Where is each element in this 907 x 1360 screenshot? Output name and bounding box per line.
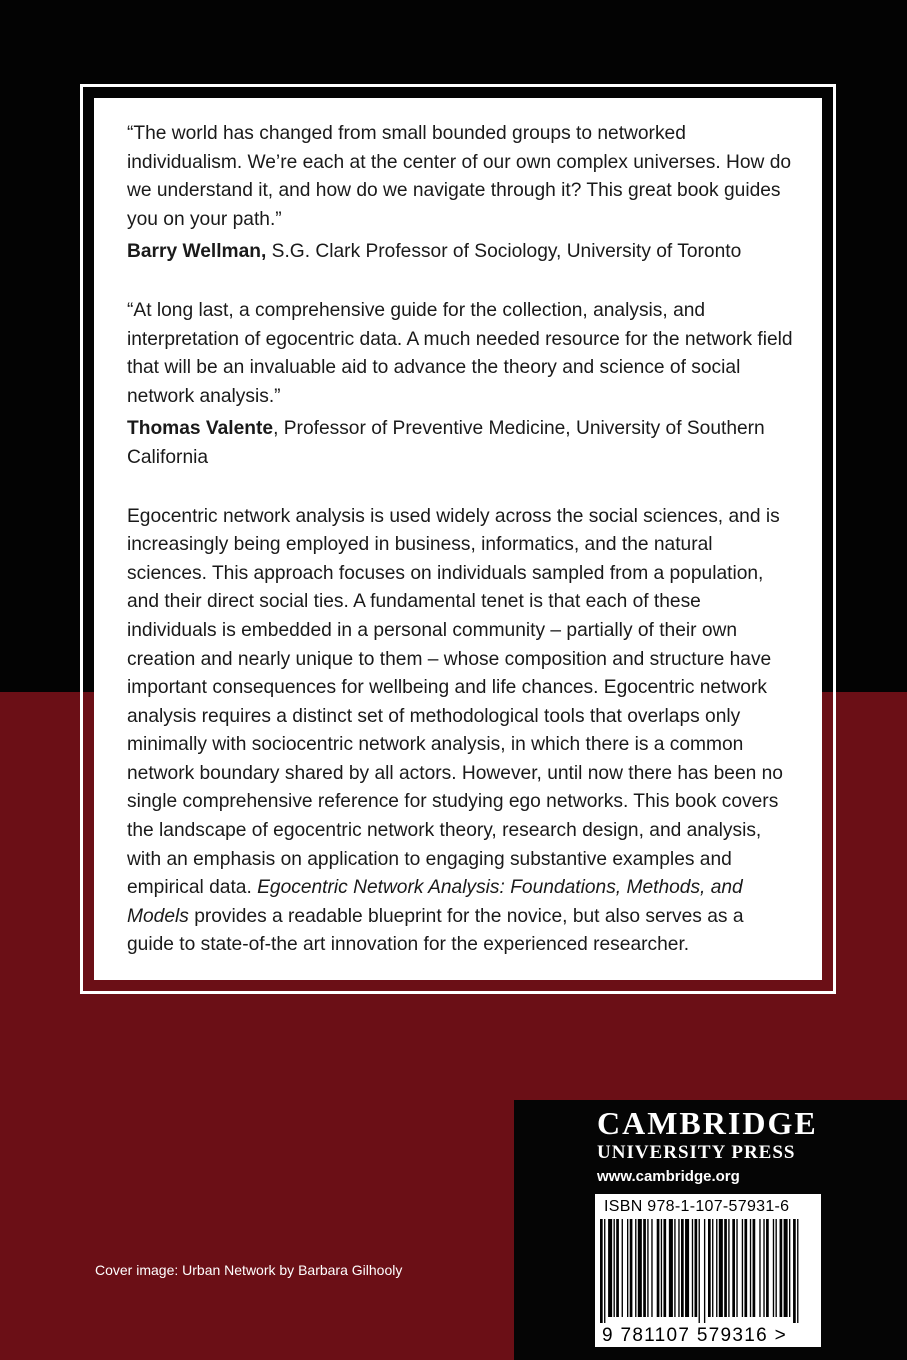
endorsement-quote-2: “At long last, a comprehensive guide for the collection, analysis, and interpretation of egocentric data. A much needed resource for the network field that will be an invaluable aid to advance the theory and science of social network analysis.”	[127, 299, 793, 407]
barcode-bar	[759, 1219, 760, 1317]
barcode-bar	[789, 1219, 790, 1317]
barcode-bar	[647, 1219, 648, 1317]
barcode-bar	[780, 1219, 783, 1317]
barcode-bar	[753, 1219, 756, 1317]
endorsement-quote-1: “The world has changed from small bounded groups to networked individualism. We’re each at the center of our own complex universes. How do we understand it, and how do we navigate through it? This great book guides you on your path.”	[127, 123, 792, 230]
barcode-bar	[784, 1219, 788, 1317]
barcode-bar	[744, 1219, 747, 1317]
description-part-1: Egocentric network analysis is used widely across the social sciences, and is increasingly being employed in business, informatics, and the natural sciences. This approach focuses on individuals sampled from a population, and their direct social ties. A fundamental tenet is that each of these individuals is embedded in a personal community – partially of their own creation and nearly unique to them – whose composition and structure have important consequences for wellbeing and life chances. Egocentric network analysis requires a distinct set of methodological tools that overlaps only minimally with sociocentric network analysis, in which there is a common network boundary shared by all actors. However, until now there has been no single comprehensive reference for studying ego networks. This book covers the landscape of egocentric network theory, research design, and analysis, with an emphasis on application to engaging substantive examples and empirical data.	[127, 505, 783, 899]
barcode-bar	[614, 1219, 615, 1317]
barcode-bar	[716, 1219, 717, 1317]
barcode-bar	[604, 1219, 605, 1323]
barcode-bar	[773, 1219, 774, 1317]
barcode-bar	[638, 1219, 642, 1317]
barcode-bar	[663, 1219, 666, 1317]
barcode-bar	[797, 1219, 798, 1323]
barcode-bar	[750, 1219, 751, 1317]
barcode-bar	[699, 1219, 700, 1323]
barcode-bar	[736, 1219, 737, 1317]
barcode-bar	[704, 1219, 705, 1323]
endorsement-attribution-2	[127, 415, 795, 472]
barcode-bar	[630, 1219, 633, 1317]
publisher-logo-name: CAMBRIDGE	[597, 1105, 818, 1141]
barcode-bar	[608, 1219, 612, 1317]
barcode-bar	[685, 1219, 689, 1317]
endorser-name-2: Thomas Valente	[127, 418, 274, 440]
barcode-bar	[657, 1219, 660, 1317]
barcode-bar	[728, 1219, 729, 1317]
barcode-bar	[661, 1219, 662, 1317]
barcode-bar	[651, 1219, 652, 1317]
barcode-bar	[635, 1219, 636, 1317]
barcode-bar	[627, 1219, 628, 1317]
publisher-url: www.cambridge.org	[597, 1168, 740, 1185]
endorser-affiliation-2: , Professor of Preventive Medicine, University of Southern California	[127, 418, 765, 468]
barcode-bar	[708, 1219, 711, 1317]
barcode-bar	[622, 1219, 623, 1317]
barcode-icon	[600, 1219, 800, 1323]
barcode-bar	[695, 1219, 698, 1317]
barcode-bar	[674, 1219, 675, 1317]
barcode-bar	[692, 1219, 693, 1317]
barcode-bar	[643, 1219, 646, 1317]
publisher-logo-subtitle: UNIVERSITY PRESS	[597, 1142, 796, 1163]
barcode-bar	[600, 1219, 603, 1323]
endorsement-attribution-1	[127, 238, 795, 267]
barcode-bar	[732, 1219, 735, 1317]
barcode-bar	[724, 1219, 727, 1317]
endorser-affiliation-1: S.G. Clark Professor of Sociology, University of Toronto	[266, 241, 742, 263]
barcode-bar	[776, 1219, 777, 1317]
barcode-bar	[669, 1219, 673, 1317]
barcode-bar	[681, 1219, 684, 1317]
barcode-bar	[793, 1219, 796, 1323]
description-book-title: Egocentric Network Analysis: Foundations, Methods, and Models	[127, 877, 743, 927]
description-part-2: provides a readable blueprint for the novice, but also serves as a guide to state-of-the art innovation for the experienced researcher.	[127, 905, 744, 956]
barcode-bar	[678, 1219, 679, 1317]
barcode-bar	[763, 1219, 764, 1317]
isbn-label: ISBN 978-1-107-57931-6	[604, 1198, 790, 1215]
barcode-bar	[719, 1219, 723, 1317]
cover-image-credit: Cover image: Urban Network by Barbara Gilhooly	[95, 1262, 403, 1278]
barcode-bar	[712, 1219, 713, 1317]
book-description	[127, 503, 795, 961]
barcode-digits: 9 781107 579316 >	[602, 1325, 787, 1346]
back-cover-text	[127, 120, 795, 960]
barcode-bar	[742, 1219, 743, 1317]
endorser-name-1: Barry Wellman,	[127, 241, 267, 263]
barcode-bar	[616, 1219, 619, 1317]
barcode-bar	[766, 1219, 769, 1317]
